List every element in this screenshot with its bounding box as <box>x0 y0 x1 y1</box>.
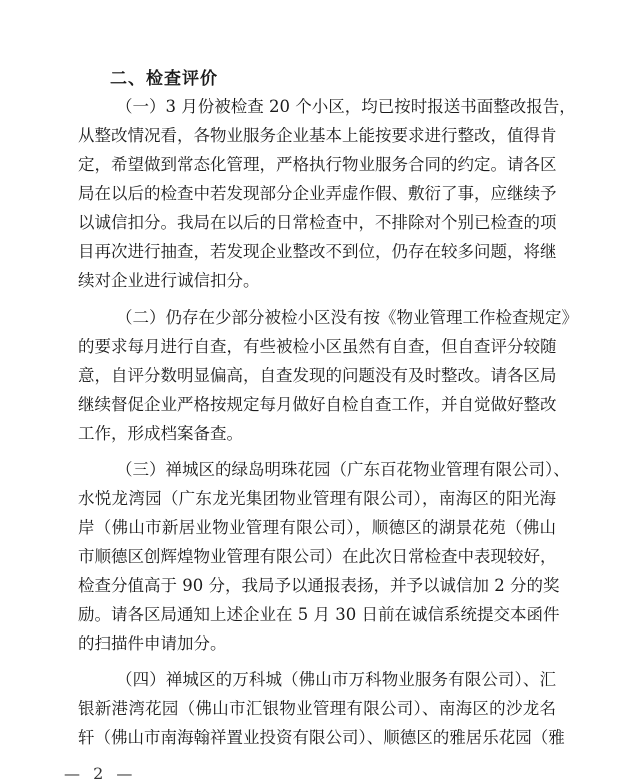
paragraph-1-line-3: 定，希望做到常态化管理，严格执行物业服务合同的约定。请各区 <box>78 155 557 174</box>
paragraph-4-line-1: （四）禅城区的万科城（佛山市万科物业服务有限公司）、汇 <box>116 670 556 689</box>
paragraph-2-line-3: 意，自评分数明显偏高，自查发现的问题没有及时整改。请各区局 <box>78 366 557 385</box>
paragraph-1-line-2: 从整改情况看，各物业服务企业基本上能按要求进行整改，值得肯 <box>78 126 557 145</box>
paragraph-3-line-4: 市顺德区创辉煌物业管理有限公司）在此次日常检查中表现较好， <box>78 547 557 566</box>
paragraph-3-line-6: 励。请各区局通知上述企业在 5 月 30 日前在诚信系统提交本函件 <box>78 605 560 624</box>
page-number: — 2 — <box>64 764 137 783</box>
section-heading: 二、检查评价 <box>110 69 218 89</box>
paragraph-1-line-4: 局在以后的检查中若发现部分企业弄虚作假、敷衍了事，应继续予 <box>78 184 557 203</box>
paragraph-1-line-5: 以诚信扣分。我局在以后的日常检查中，不排除对个别已检查的项 <box>78 213 557 232</box>
paragraph-2-line-1: （二）仍存在少部分被检小区没有按《物业管理工作检查规定》 <box>116 308 578 327</box>
paragraph-4-line-2: 银新港湾花园（佛山市汇银物业管理有限公司）、南海区的沙龙名 <box>78 699 556 718</box>
paragraph-3-line-3: 岸（佛山市新居业物业管理有限公司），顺德区的湖景花苑（佛山 <box>78 518 556 537</box>
paragraph-3-line-1: （三）禅城区的绿岛明珠花园（广东百花物业管理有限公司）、 <box>116 460 570 479</box>
paragraph-2-line-5: 工作，形成档案备查。 <box>78 424 243 443</box>
paragraph-3-line-2: 水悦龙湾园（广东龙光集团物业管理有限公司），南海区的阳光海 <box>78 489 556 508</box>
paragraph-2-line-2: 的要求每月进行自查，有些被检小区虽然有自查，但自查评分较随 <box>78 337 557 356</box>
paragraph-3-line-7: 的扫描件申请加分。 <box>78 634 227 653</box>
paragraph-1-line-1: （一）3 月份被检查 20 个小区，均已按时报送书面整改报告， <box>116 97 576 116</box>
paragraph-4-line-3: 轩（佛山市南海翰祥置业投资有限公司）、顺德区的雅居乐花园（雅 <box>78 728 565 747</box>
paragraph-1-line-7: 续对企业进行诚信扣分。 <box>78 271 260 290</box>
paragraph-2-line-4: 继续督促企业严格按规定每月做好自检自查工作，并自觉做好整改 <box>78 395 557 414</box>
paragraph-1-line-6: 目再次进行抽查，若发现企业整改不到位，仍存在较多问题，将继 <box>78 242 557 261</box>
paragraph-3-line-5: 检查分值高于 90 分，我局予以通报表扬，并予以诚信加 2 分的奖 <box>78 576 560 595</box>
